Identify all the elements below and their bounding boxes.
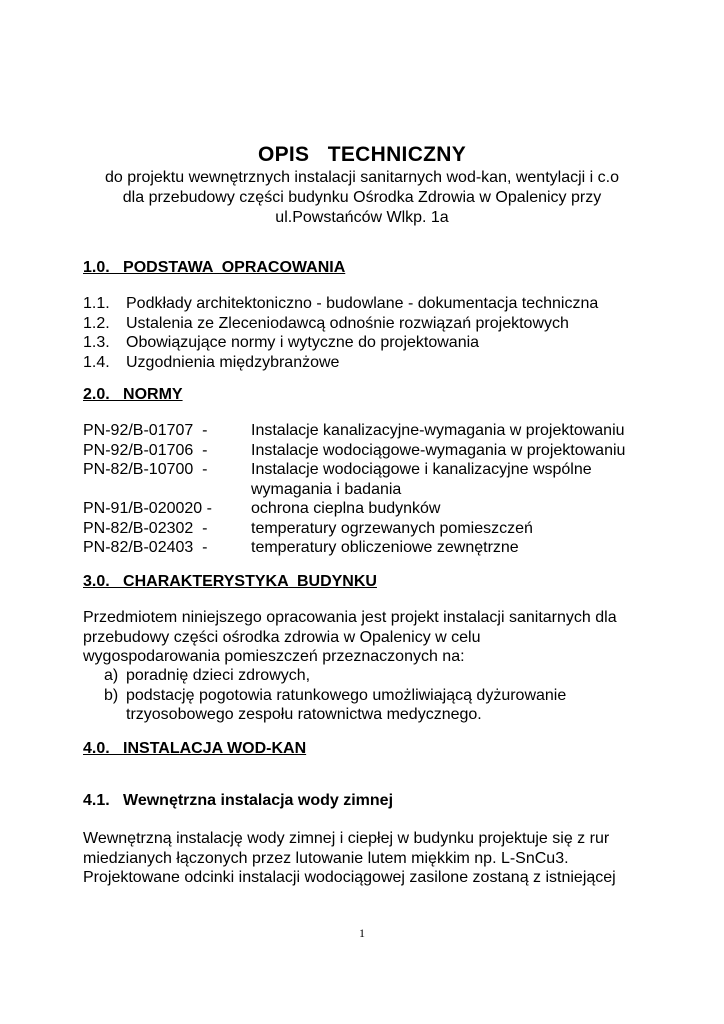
section-4-1-heading: 4.1. Wewnętrzna instalacja wody zimnej xyxy=(83,792,394,809)
paragraph-line: wygospodarowania pomieszczeń przeznaczonych na: xyxy=(83,648,465,665)
list-item-text: Uzgodnienia międzybranżowe xyxy=(126,353,340,371)
list-item-text: podstację pogotowia ratunkowego umożliwiającą dyżurowanie xyxy=(126,686,567,704)
list-item-text: poradnię dzieci zdrowych, xyxy=(126,667,311,684)
list-item-label: a) xyxy=(104,667,119,684)
list-item-number: 1.1. xyxy=(83,295,110,312)
list-item-number: 1.4. xyxy=(83,353,110,371)
list-item-number: 1.3. xyxy=(83,334,110,351)
list-item-text: Podkłady architektoniczno - budowlane - dokumentacja techniczna xyxy=(126,295,599,312)
norm-description: ochrona cieplna budynków xyxy=(251,500,441,517)
document-subtitle xyxy=(80,168,644,228)
norm-code: PN-92/B-01706 - xyxy=(83,441,208,459)
paragraph-line: przebudowy części ośrodka zdrowia w Opalenicy w celu xyxy=(83,628,481,646)
norm-code: PN-92/B-01707 - xyxy=(83,422,208,439)
section-3-paragraph xyxy=(83,608,643,667)
list-item-text: Ustalenia ze Zleceniodawcą odnośnie rozwiązań projektowych xyxy=(126,314,569,332)
section-2-heading: 2.0. NORMY xyxy=(83,386,183,403)
page-number: 1 xyxy=(359,926,365,940)
section-4-1-paragraph xyxy=(83,829,643,888)
subtitle-line: dla przebudowy części budynku Ośrodka Zdrowia w Opalenicy przy xyxy=(122,189,602,206)
norm-description: Instalacje wodociągowe-wymagania w projektowaniu xyxy=(251,441,626,459)
norm-code: PN-82/B-02302 - xyxy=(83,519,208,537)
norm-description: temperatury ogrzewanych pomieszczeń xyxy=(251,519,533,537)
list-item-label: b) xyxy=(104,686,119,704)
document-title: OPIS TECHNICZNY xyxy=(257,143,467,166)
norm-description: Instalacje wodociągowe i kanalizacyjne wspólne xyxy=(251,461,592,478)
paragraph-line: Wewnętrzną instalację wody zimnej i ciepłej w budynku projektuje się z rur xyxy=(83,830,610,847)
paragraph-line: Projektowane odcinki instalacji wodociągowej zasilone zostaną z istniejącej xyxy=(83,869,616,886)
section-4-heading: 4.0. INSTALACJA WOD-KAN xyxy=(83,740,307,757)
list-item-text: Obowiązujące normy i wytyczne do projektowania xyxy=(126,334,480,351)
subtitle-line: ul.Powstańców Wlkp. 1a xyxy=(275,209,449,226)
norm-code: PN-91/B-020020 - xyxy=(83,500,212,517)
norm-description: temperatury obliczeniowe zewnętrzne xyxy=(251,539,519,556)
paragraph-line: miedzianych łączonych przez lutowanie lutem miękkim np. L-SnCu3. xyxy=(83,849,569,867)
section-1-heading: 1.0. PODSTAWA OPRACOWANIA xyxy=(83,259,346,276)
list-item-text: trzyosobowego zespołu ratownictwa medycznego. xyxy=(126,706,482,723)
section-3-heading: 3.0. CHARAKTERYSTYKA BUDYNKU xyxy=(83,573,377,590)
paragraph-line: Przedmiotem niniejszego opracowania jest projekt instalacji sanitarnych dla xyxy=(83,609,617,626)
norm-description: Instalacje kanalizacyjne-wymagania w projektowaniu xyxy=(251,422,625,439)
list-item-number: 1.2. xyxy=(83,314,110,332)
subtitle-line: do projektu wewnętrznych instalacji sanitarnych wod-kan, wentylacji i c.o xyxy=(104,169,619,186)
norm-code: PN-82/B-02403 - xyxy=(83,539,208,556)
norm-code: PN-82/B-10700 - xyxy=(83,461,208,478)
norm-description: wymagania i badania xyxy=(251,480,402,498)
